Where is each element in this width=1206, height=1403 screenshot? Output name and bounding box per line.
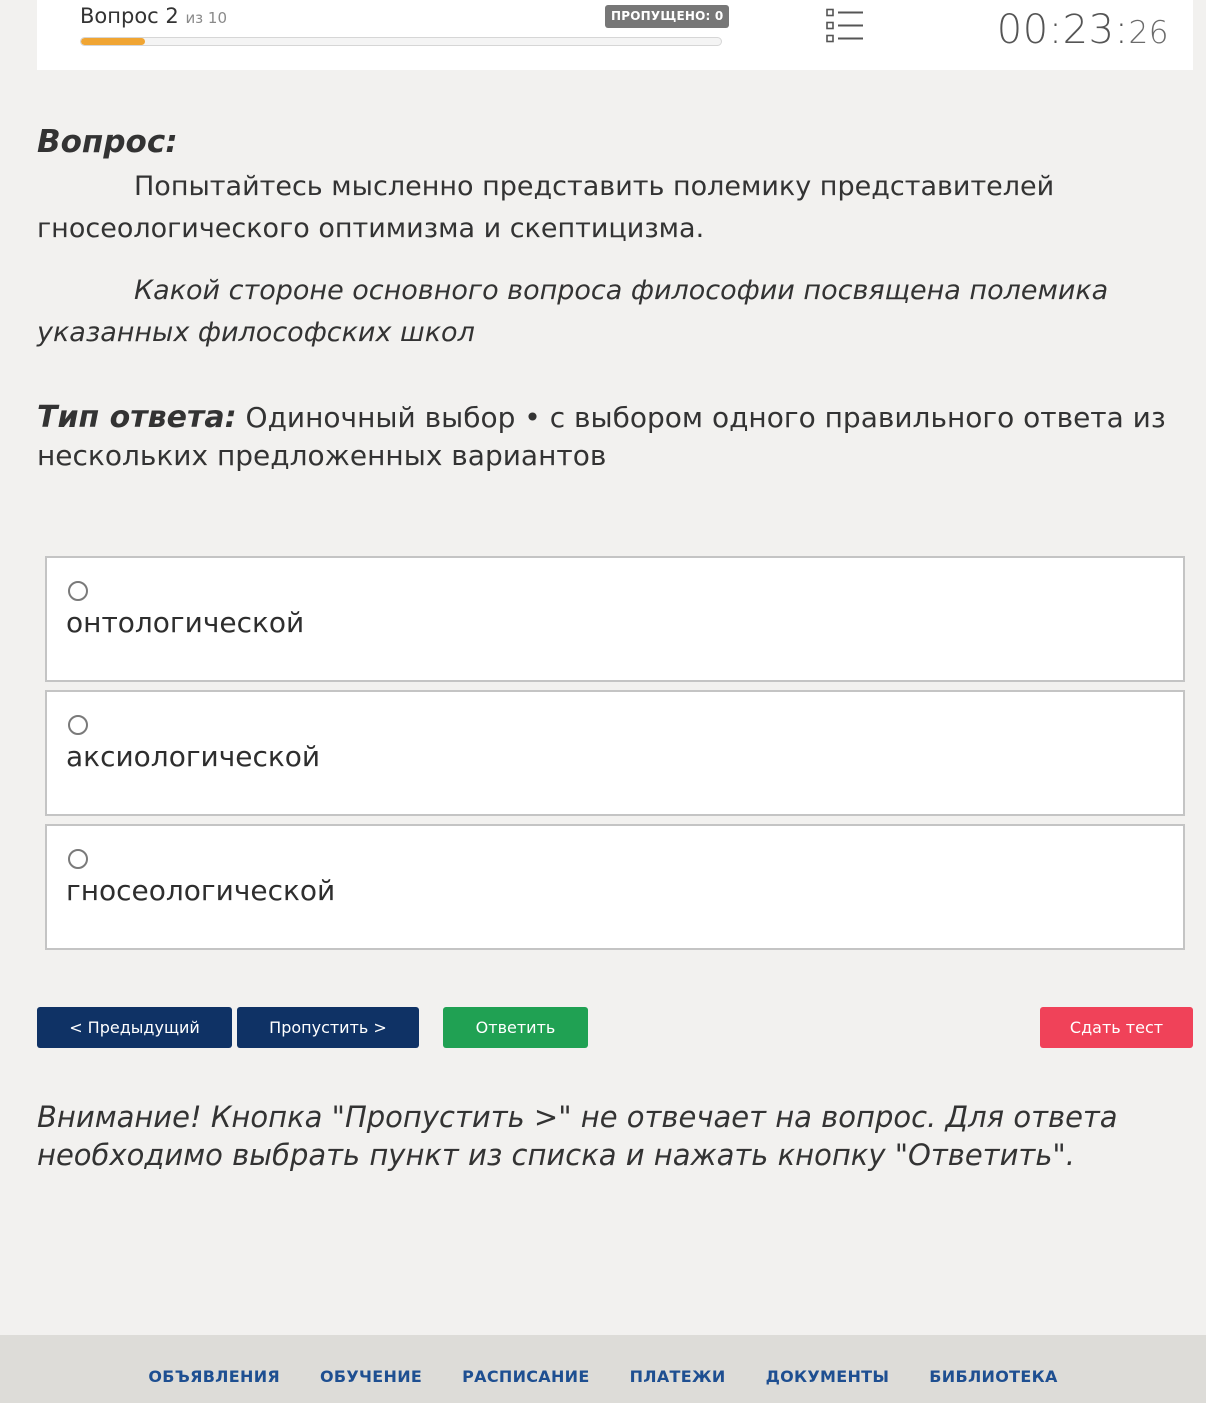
footer-link-documents[interactable]: ДОКУМЕНТЫ [765, 1367, 890, 1386]
timer [997, 7, 1169, 53]
timer-main: 00:23: [996, 7, 1129, 53]
question-list-icon[interactable] [826, 8, 866, 44]
answer-button[interactable]: Ответить [443, 1007, 588, 1048]
answer-type-label: Тип ответа: [37, 400, 237, 435]
footer-link-library[interactable]: БИБЛИОТЕКА [929, 1367, 1058, 1386]
skipped-badge: ПРОПУЩЕНО: 0 [605, 5, 729, 28]
progress-bar-fill [81, 38, 145, 45]
answer-option-label: аксиологической [66, 740, 321, 773]
question-subtext: Какой стороне основного вопроса философии посвящена полемика указанных философских школ [37, 275, 1109, 348]
question-heading: Вопрос: [37, 124, 178, 160]
answer-option-3[interactable] [45, 824, 1185, 950]
footer [0, 1335, 1206, 1403]
radio-button[interactable] [68, 581, 88, 601]
warning-text: Внимание! Кнопка "Пропустить >" не отвечает на вопрос. Для ответа необходимо выбрать пункт из списка и нажать кнопку "Ответить". [37, 1100, 1118, 1172]
question-counter [80, 4, 227, 28]
footer-link-payments[interactable]: ПЛАТЕЖИ [629, 1367, 726, 1386]
radio-button[interactable] [68, 715, 88, 735]
progress-bar [80, 37, 722, 46]
footer-nav [0, 1367, 1206, 1386]
footer-link-education[interactable]: ОБУЧЕНИЕ [320, 1367, 423, 1386]
timer-seconds: 26 [1128, 15, 1169, 51]
previous-button[interactable]: < Предыдущий [37, 1007, 232, 1048]
skip-button[interactable]: Пропустить > [237, 1007, 419, 1048]
answer-type-value: Одиночный выбор • с выбором одного правильного ответа из нескольких предложенных вариантов [37, 401, 1166, 472]
test-header [37, 0, 1193, 70]
answer-option-1[interactable] [45, 556, 1185, 682]
footer-link-schedule[interactable]: РАСПИСАНИЕ [462, 1367, 590, 1386]
answer-option-label: гносеологической [66, 874, 336, 907]
answer-option-2[interactable] [45, 690, 1185, 816]
question-number: Вопрос 2 [80, 4, 179, 28]
footer-link-announcements[interactable]: ОБЪЯВЛЕНИЯ [148, 1367, 281, 1386]
finish-test-button[interactable]: Сдать тест [1040, 1007, 1193, 1048]
radio-button[interactable] [68, 849, 88, 869]
answer-option-label: онтологической [66, 606, 305, 639]
list-icon [826, 8, 866, 44]
question-text: Попытайтесь мысленно представить полемику представителей гносеологического оптимизма и скептицизма. [37, 171, 1055, 244]
question-total: из 10 [185, 9, 228, 27]
answer-type [37, 399, 1167, 475]
